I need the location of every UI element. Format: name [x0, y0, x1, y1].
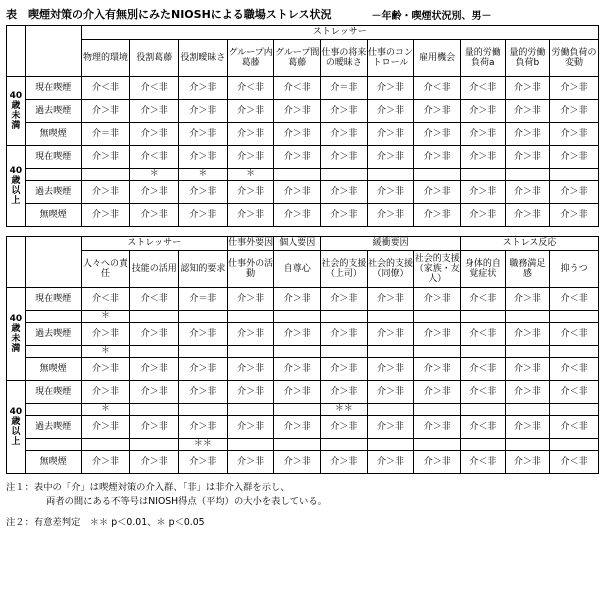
sig-mark — [367, 439, 414, 451]
cell-value: 介＞非 — [367, 204, 414, 227]
sig-mark — [274, 169, 321, 181]
cell-value: 介＞非 — [81, 451, 130, 474]
sig-mark — [414, 311, 461, 323]
cell-value: 介＞非 — [81, 323, 130, 346]
sig-mark — [179, 311, 228, 323]
cell-value: 介＞非 — [227, 146, 274, 169]
cell-value: 介＞非 — [367, 416, 414, 439]
sig-mark — [130, 311, 179, 323]
age-label-over40 — [7, 146, 26, 227]
sig-mark: ＊ — [130, 169, 179, 181]
cell-value: 介＞非 — [130, 416, 179, 439]
cell-value: 介＜非 — [461, 323, 506, 346]
cell-value: 介＞非 — [367, 381, 414, 404]
cell-value: 介＞非 — [505, 77, 550, 100]
cell-value: 介＝非 — [179, 288, 228, 311]
age-char-3: 満 — [11, 344, 21, 355]
age-char-0: 40 — [9, 90, 23, 101]
sig-mark: ＊ — [81, 311, 130, 323]
table-gap — [6, 227, 599, 236]
cell-value: 介＞非 — [321, 123, 368, 146]
age-char-1: 歳 — [11, 416, 21, 427]
cell-value: 介＞非 — [367, 323, 414, 346]
sig-mark — [367, 311, 414, 323]
cell-value: 介＞非 — [367, 146, 414, 169]
col-header-8: 量的労働負荷a — [460, 40, 505, 77]
cell-value: 介＜非 — [130, 288, 179, 311]
col-header-3: グループ内葛藤 — [227, 40, 274, 77]
cell-value: 介＞非 — [505, 323, 550, 346]
col-header-0: 人々への責任 — [81, 251, 130, 288]
cell-value: 介＞非 — [367, 100, 414, 123]
cell-value: 介＜非 — [227, 77, 274, 100]
sig-mark — [130, 404, 179, 416]
age-char-2: 以 — [11, 427, 21, 437]
cell-value: 介＞非 — [414, 323, 461, 346]
sig-mark — [550, 439, 599, 451]
cell-value: 介＜非 — [81, 288, 130, 311]
sig-mark — [321, 169, 368, 181]
cell-value: 介＞非 — [505, 146, 550, 169]
col-header-7: 雇用機会 — [414, 40, 461, 77]
col-header-2: 役割曖昧さ — [179, 40, 228, 77]
cell-value: 介＜非 — [414, 77, 461, 100]
cell-value: 介＞非 — [274, 358, 321, 381]
cell-value: 介＞非 — [130, 181, 179, 204]
cell-value: 介＞非 — [321, 100, 368, 123]
cell-value: 介＞非 — [367, 288, 414, 311]
sig-mark — [505, 169, 550, 181]
group-header-row-upper — [7, 26, 599, 40]
cell-value: 介＞非 — [227, 416, 274, 439]
table-row — [7, 204, 599, 227]
significance-row — [7, 169, 599, 181]
age-char-0: 40 — [9, 165, 23, 176]
stress-table-lower — [6, 236, 599, 474]
sig-mark — [550, 311, 599, 323]
cell-value: 介＞非 — [179, 323, 228, 346]
sig-mark — [461, 311, 506, 323]
significance-row — [7, 346, 599, 358]
sig-mark: ＊＊ — [321, 404, 368, 416]
age-char-1: 歳 — [11, 175, 21, 186]
cell-value: 介＞非 — [460, 100, 505, 123]
cell-value: 介＜非 — [550, 451, 599, 474]
sig-mark — [505, 311, 550, 323]
cell-value: 介＞非 — [227, 204, 274, 227]
cell-value: 介＞非 — [505, 451, 550, 474]
cell-value: 介＞非 — [130, 100, 179, 123]
table-row — [7, 123, 599, 146]
cell-value: 介＝非 — [81, 123, 130, 146]
cell-value: 介＞非 — [227, 123, 274, 146]
cell-value: 介＞非 — [414, 358, 461, 381]
cell-value: 介＜非 — [550, 416, 599, 439]
age-char-3: 上 — [11, 437, 21, 448]
col-header-4: 自尊心 — [274, 251, 321, 288]
cell-value: 介＞非 — [550, 204, 599, 227]
smoking-label: 過去喫煙 — [25, 100, 81, 123]
col-header-0: 物理的環境 — [81, 40, 130, 77]
sig-mark — [550, 169, 599, 181]
group-header-buffer: 緩衝要因 — [321, 237, 461, 251]
corner-cell-smoking — [25, 237, 81, 288]
age-char-2: 未 — [11, 111, 21, 121]
cell-value: 介＞非 — [179, 100, 228, 123]
cell-value: 介＞非 — [505, 123, 550, 146]
col-header-7: 社会的支援（家族・友人） — [414, 251, 461, 288]
cell-value: 介＞非 — [81, 416, 130, 439]
sig-mark — [367, 169, 414, 181]
cell-value: 介＞非 — [274, 204, 321, 227]
corner-cell-smoking — [25, 26, 81, 77]
cell-value: 介＞非 — [81, 100, 130, 123]
cell-value: 介＞非 — [505, 181, 550, 204]
sig-mark — [414, 404, 461, 416]
footnotes — [6, 481, 599, 530]
significance-row — [7, 404, 599, 416]
age-char-1: 歳 — [11, 100, 21, 111]
group-header-stressor: ストレッサー — [81, 237, 227, 251]
cell-value: 介＞非 — [130, 451, 179, 474]
cell-value: 介＞非 — [227, 288, 274, 311]
col-header-2: 認知的要求 — [179, 251, 228, 288]
age-label-under40 — [7, 288, 26, 381]
sig-mark — [227, 346, 274, 358]
col-header-5: 仕事の将来の曖昧さ — [321, 40, 368, 77]
page-title: 表 喫煙対策の介入有無別にみたNIOSHによる職場ストレス状況 — [6, 8, 332, 21]
cell-value: 介＞非 — [274, 146, 321, 169]
cell-value: 介＞非 — [274, 416, 321, 439]
col-header-3: 仕事外の活動 — [227, 251, 274, 288]
sig-mark — [505, 346, 550, 358]
smoking-label: 過去喫煙 — [25, 323, 81, 346]
sig-mark — [81, 439, 130, 451]
smoking-label: 現在喫煙 — [25, 77, 81, 100]
cell-value: 介＜非 — [461, 381, 506, 404]
age-char-3: 上 — [11, 196, 21, 207]
cell-value: 介＞非 — [321, 381, 368, 404]
cell-value: 介＞非 — [321, 288, 368, 311]
cell-value: 介＞非 — [227, 451, 274, 474]
table-row — [7, 100, 599, 123]
col-header-6: 仕事のコントロール — [367, 40, 414, 77]
sig-mark — [414, 346, 461, 358]
sig-mark — [321, 439, 368, 451]
cell-value: 介＞非 — [414, 146, 461, 169]
cell-value: 介＜非 — [460, 77, 505, 100]
cell-value: 介＞非 — [179, 358, 228, 381]
cell-value: 介＞非 — [274, 181, 321, 204]
cell-value: 介＞非 — [321, 451, 368, 474]
page-subtitle: －年齢・喫煙状況別、男－ — [371, 11, 492, 22]
smoking-label: 無喫煙 — [25, 123, 81, 146]
cell-value: 介＞非 — [130, 123, 179, 146]
table-row — [7, 288, 599, 311]
cell-value: 介＞非 — [81, 358, 130, 381]
group-header-row-lower — [7, 237, 599, 251]
table-row — [7, 77, 599, 100]
sig-mark — [461, 346, 506, 358]
cell-value: 介＜非 — [461, 288, 506, 311]
sig-mark — [550, 346, 599, 358]
significance-row — [7, 439, 599, 451]
sig-label — [25, 439, 81, 451]
group-header-nonwork: 仕事外要因 — [227, 237, 274, 251]
cell-value: 介＜非 — [81, 77, 130, 100]
cell-value: 介＞非 — [227, 181, 274, 204]
cell-value: 介＝非 — [321, 77, 368, 100]
cell-value: 介＞非 — [227, 323, 274, 346]
cell-value: 介＞非 — [81, 381, 130, 404]
cell-value: 介＞非 — [414, 451, 461, 474]
table-row — [7, 181, 599, 204]
cell-value: 介＞非 — [274, 288, 321, 311]
cell-value: 介＜非 — [550, 288, 599, 311]
sig-mark — [414, 169, 461, 181]
table-row — [7, 358, 599, 381]
title-row — [6, 6, 599, 22]
cell-value: 介＞非 — [81, 181, 130, 204]
cell-value: 介＜非 — [550, 323, 599, 346]
cell-value: 介＞非 — [227, 100, 274, 123]
col-header-9: 職務満足感 — [505, 251, 550, 288]
smoking-label: 無喫煙 — [25, 204, 81, 227]
sig-mark: ＊ — [179, 169, 228, 181]
cell-value: 介＞非 — [321, 323, 368, 346]
sig-mark — [227, 404, 274, 416]
sig-mark — [179, 346, 228, 358]
col-header-8: 身体的自覚症状 — [461, 251, 506, 288]
col-header-1: 役割葛藤 — [130, 40, 179, 77]
cell-value: 介＞非 — [505, 358, 550, 381]
sig-mark — [321, 346, 368, 358]
cell-value: 介＞非 — [130, 204, 179, 227]
cell-value: 介＞非 — [460, 146, 505, 169]
sig-mark — [461, 439, 506, 451]
cell-value: 介＞非 — [274, 381, 321, 404]
age-char-0: 40 — [9, 406, 23, 417]
cell-value: 介＞非 — [130, 358, 179, 381]
cell-value: 介＞非 — [321, 146, 368, 169]
smoking-label: 現在喫煙 — [25, 146, 81, 169]
sig-mark — [274, 404, 321, 416]
cell-value: 介＞非 — [179, 181, 228, 204]
cell-value: 介＞非 — [460, 204, 505, 227]
note-1-line-1: 注１：表中の「介」は喫煙対策の介入群、「非」は非介入群を示し、 — [6, 482, 290, 493]
cell-value: 介＜非 — [461, 451, 506, 474]
sig-mark — [227, 311, 274, 323]
cell-value: 介＞非 — [460, 181, 505, 204]
cell-value: 介＞非 — [505, 204, 550, 227]
cell-value: 介＞非 — [367, 123, 414, 146]
cell-value: 介＞非 — [505, 100, 550, 123]
cell-value: 介＜非 — [130, 77, 179, 100]
cell-value: 介＞非 — [130, 323, 179, 346]
age-label-over40 — [7, 381, 26, 474]
cell-value: 介＞非 — [505, 381, 550, 404]
cell-value: 介＞非 — [179, 416, 228, 439]
cell-value: 介＞非 — [414, 381, 461, 404]
sig-mark — [460, 169, 505, 181]
sig-label — [25, 346, 81, 358]
sig-label — [25, 311, 81, 323]
column-header-row-lower — [7, 251, 599, 288]
group-header-personal: 個人要因 — [274, 237, 321, 251]
sig-mark — [505, 439, 550, 451]
cell-value: 介＞非 — [367, 77, 414, 100]
sig-mark — [505, 404, 550, 416]
sig-mark — [130, 346, 179, 358]
group-header-response: ストレス反応 — [461, 237, 599, 251]
significance-row — [7, 311, 599, 323]
cell-value: 介＞非 — [367, 451, 414, 474]
cell-value: 介＞非 — [550, 77, 599, 100]
cell-value: 介＞非 — [414, 416, 461, 439]
sig-mark — [550, 404, 599, 416]
col-header-10: 労働負荷の変動 — [550, 40, 599, 77]
col-header-9: 量的労働負荷b — [505, 40, 550, 77]
cell-value: 介＞非 — [274, 123, 321, 146]
sig-mark — [461, 404, 506, 416]
sig-mark — [321, 311, 368, 323]
sig-mark: ＊ — [81, 346, 130, 358]
age-char-3: 満 — [11, 121, 21, 132]
stress-table-upper — [6, 25, 599, 227]
smoking-label: 無喫煙 — [25, 358, 81, 381]
cell-value: 介＞非 — [227, 358, 274, 381]
age-char-2: 以 — [11, 186, 21, 196]
cell-value: 介＜非 — [461, 358, 506, 381]
cell-value: 介＞非 — [81, 146, 130, 169]
sig-mark: ＊ — [81, 404, 130, 416]
cell-value: 介＞非 — [414, 181, 461, 204]
table-row — [7, 451, 599, 474]
corner-cell-age — [7, 26, 26, 77]
sig-label — [25, 169, 81, 181]
cell-value: 介＞非 — [179, 77, 228, 100]
cell-value: 介＞非 — [550, 146, 599, 169]
age-char-1: 歳 — [11, 323, 21, 334]
smoking-label: 過去喫煙 — [25, 416, 81, 439]
col-header-1: 技能の活用 — [130, 251, 179, 288]
cell-value: 介＞非 — [367, 358, 414, 381]
sig-label — [25, 404, 81, 416]
cell-value: 介＞非 — [414, 123, 461, 146]
sig-mark: ＊ — [227, 169, 274, 181]
sig-mark — [414, 439, 461, 451]
cell-value: 介＜非 — [550, 381, 599, 404]
cell-value: 介＞非 — [414, 288, 461, 311]
sig-mark — [130, 439, 179, 451]
smoking-label: 現在喫煙 — [25, 381, 81, 404]
sig-mark — [227, 439, 274, 451]
cell-value: 介＞非 — [179, 451, 228, 474]
age-label-under40 — [7, 77, 26, 146]
cell-value: 介＞非 — [274, 323, 321, 346]
cell-value: 介＞非 — [81, 204, 130, 227]
smoking-label: 過去喫煙 — [25, 181, 81, 204]
smoking-label: 無喫煙 — [25, 451, 81, 474]
col-header-5: 社会的支援（上司） — [321, 251, 368, 288]
cell-value: 介＞非 — [414, 204, 461, 227]
smoking-label: 現在喫煙 — [25, 288, 81, 311]
cell-value: 介＞非 — [550, 100, 599, 123]
cell-value: 介＞非 — [550, 123, 599, 146]
age-char-0: 40 — [9, 313, 23, 324]
age-char-2: 未 — [11, 334, 21, 344]
table-row — [7, 381, 599, 404]
cell-value: 介＜非 — [461, 416, 506, 439]
cell-value: 介＞非 — [505, 416, 550, 439]
table-row — [7, 146, 599, 169]
sig-mark — [367, 404, 414, 416]
cell-value: 介＞非 — [321, 416, 368, 439]
cell-value: 介＞非 — [274, 100, 321, 123]
cell-value: 介＞非 — [414, 100, 461, 123]
cell-value: 介＞非 — [550, 181, 599, 204]
cell-value: 介＞非 — [130, 381, 179, 404]
sig-mark — [81, 169, 130, 181]
cell-value: 介＞非 — [460, 123, 505, 146]
sig-mark — [274, 311, 321, 323]
table-row — [7, 416, 599, 439]
table-row — [7, 323, 599, 346]
cell-value: 介＞非 — [321, 181, 368, 204]
sig-mark — [179, 404, 228, 416]
cell-value: 介＞非 — [367, 181, 414, 204]
column-header-row-upper — [7, 40, 599, 77]
col-header-6: 社会的支援（同僚） — [367, 251, 414, 288]
cell-value: 介＜非 — [550, 358, 599, 381]
sig-mark — [367, 346, 414, 358]
corner-cell-age — [7, 237, 26, 288]
cell-value: 介＞非 — [179, 381, 228, 404]
cell-value: 介＞非 — [179, 123, 228, 146]
cell-value: 介＞非 — [321, 204, 368, 227]
cell-value: 介＞非 — [505, 288, 550, 311]
cell-value: 介＞非 — [179, 146, 228, 169]
group-header-stressor: ストレッサー — [81, 26, 598, 40]
cell-value: 介＞非 — [274, 451, 321, 474]
sig-mark — [274, 439, 321, 451]
cell-value: 介＜非 — [130, 146, 179, 169]
cell-value: 介＞非 — [321, 358, 368, 381]
note-1-line-2: 両者の間にある不等号はNIOSH得点（平均）の大小を表している。 — [46, 496, 327, 508]
sig-mark — [274, 346, 321, 358]
sig-mark: ＊＊ — [179, 439, 228, 451]
cell-value: 介＜非 — [274, 77, 321, 100]
note-2: 注２：有意差判定 ＊＊ p＜0.01、＊ p＜0.05 — [6, 516, 205, 528]
col-header-4: グループ間葛藤 — [274, 40, 321, 77]
col-header-10: 抑うつ — [550, 251, 599, 288]
cell-value: 介＞非 — [179, 204, 228, 227]
cell-value: 介＞非 — [227, 381, 274, 404]
